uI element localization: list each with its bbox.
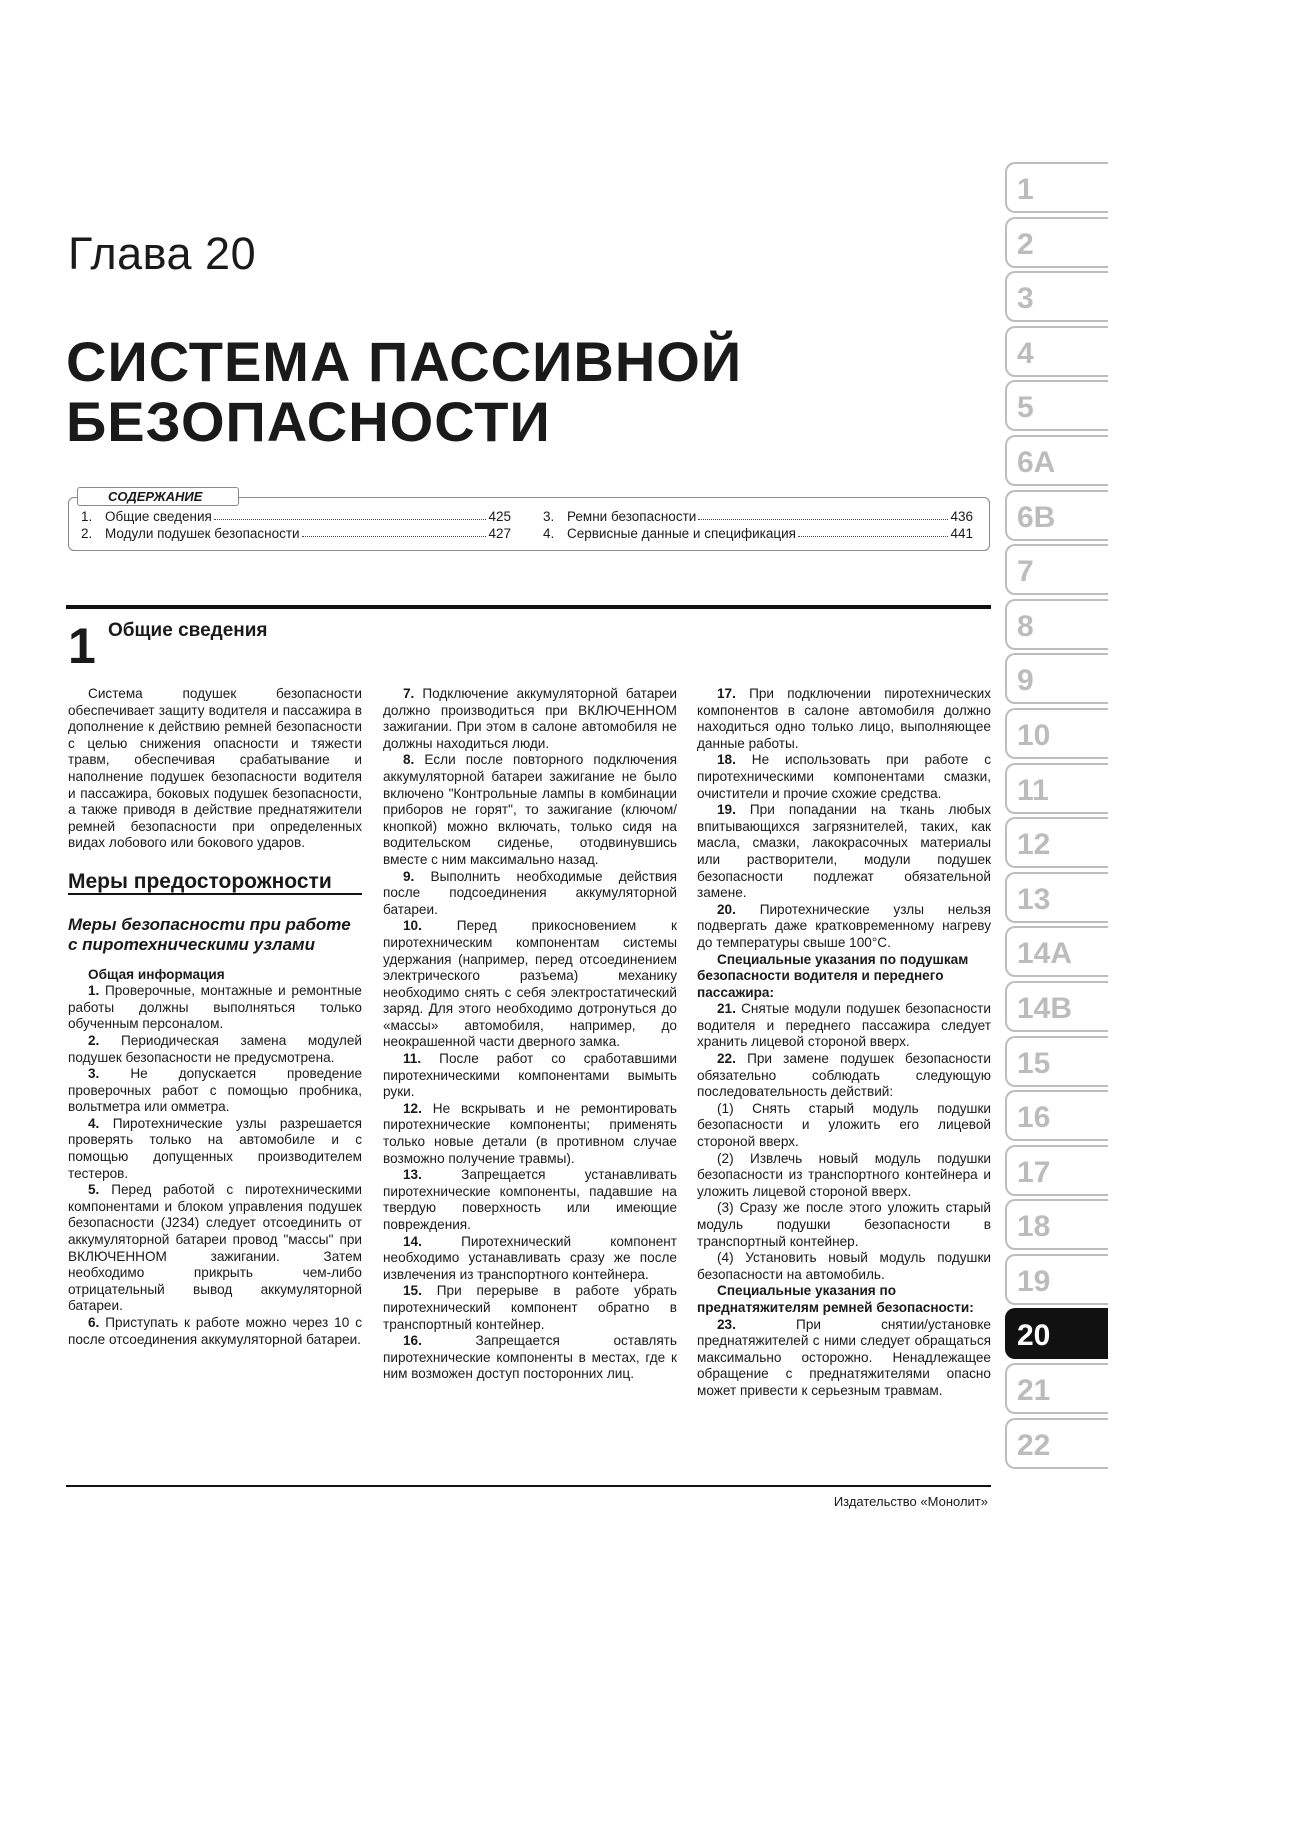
list-item: 18. Не использовать при работе с пиротехническими компонентами смазки, очистители и прочие схожие средства. [697, 752, 991, 801]
section-title: Общие сведения [108, 620, 268, 641]
list-item: 12. Не вскрывать и не ремонтировать пиротехнические компоненты; применять только новые детали (в противном случае возможно получение травмы). [383, 1100, 678, 1166]
section-divider [66, 605, 991, 609]
text-column-1 [68, 686, 362, 1348]
toc-item-page: 427 [488, 526, 511, 541]
chapter-tab-21[interactable]: 21 [1005, 1363, 1108, 1414]
toc-item-num: 4. [543, 526, 555, 541]
chapter-tab-2[interactable]: 2 [1005, 217, 1108, 268]
precautions-heading: Меры предосторожности [68, 874, 362, 895]
chapter-tab-16[interactable]: 16 [1005, 1090, 1108, 1141]
list-item: 1. Проверочные, монтажные и ремонтные работы должны выполняться только обученным персоналом. [68, 983, 362, 1032]
chapter-title-line2: БЕЗОПАСНОСТИ [66, 390, 551, 453]
chapter-tab-20[interactable]: 20 [1005, 1308, 1108, 1359]
chapter-tab-17[interactable]: 17 [1005, 1145, 1108, 1196]
step-item: (1) Снять старый модуль подушки безопасности и уложить его лицевой стороной вверх. [697, 1100, 991, 1150]
chapter-label: Глава 20 [68, 228, 257, 279]
chapter-tab-4[interactable]: 4 [1005, 326, 1108, 377]
chapter-tab-12[interactable]: 12 [1005, 817, 1108, 868]
text-column-2 [383, 686, 677, 1383]
publisher-footer: Издательство «Монолит» [833, 1494, 988, 1509]
chapter-tabs [1005, 162, 1108, 1472]
toc-item[interactable] [81, 509, 511, 524]
toc-item-title: Модули подушек безопасности [105, 526, 300, 541]
toc-header: СОДЕРЖАНИЕ [77, 487, 239, 506]
step-item: (4) Установить новый модуль подушки безопасности на автомобиль. [697, 1250, 991, 1282]
chapter-tab-15[interactable]: 15 [1005, 1036, 1108, 1087]
list-item: 20. Пиротехнические узлы нельзя подвергать даже кратковременному нагреву до температуры свыше 100°С. [697, 901, 991, 950]
pyro-safety-heading: Меры безопасности при работе с пиротехническими узлами [68, 914, 351, 954]
list-item: 3. Не допускается проведение проверочных работ с помощью пробника, вольтметра или омметра. [68, 1066, 363, 1115]
chapter-tab-3[interactable]: 3 [1005, 271, 1108, 322]
step-item: (2) Извлечь новый модуль подушки безопасности из транспортного контейнера и уложить лицевой стороной вверх. [697, 1150, 991, 1199]
list-item: 22. При замене подушек безопасности обязательно соблюдать следующую последовательность действий: [697, 1051, 991, 1100]
chapter-tab-10[interactable]: 10 [1005, 708, 1108, 759]
chapter-tab-8[interactable]: 8 [1005, 599, 1108, 650]
toc-item-num: 3. [543, 509, 555, 524]
list-item: 11. После работ со сработавшими пиротехническими компонентами вымыть руки. [383, 1051, 677, 1100]
toc-item-title: Общие сведения [105, 509, 212, 524]
list-item: 2. Периодическая замена модулей подушек безопасности не предусмотрена. [68, 1032, 363, 1065]
toc-item-page: 436 [950, 509, 973, 524]
footer-divider [66, 1485, 991, 1487]
table-of-contents [68, 489, 990, 551]
chapter-tab-11[interactable]: 11 [1005, 763, 1108, 814]
list-item: 21. Снятые модули подушек безопасности водителя и переднего пассажира следует хранить лицевой стороной вверх. [697, 1001, 991, 1050]
chapter-tab-22[interactable]: 22 [1005, 1418, 1108, 1469]
chapter-title [66, 332, 742, 452]
pretensioner-instructions-heading: Специальные указания по преднатяжителям ремней безопасности: [697, 1283, 974, 1315]
chapter-tab-9[interactable]: 9 [1005, 653, 1108, 704]
chapter-tab-14b[interactable]: 14B [1005, 981, 1108, 1032]
chapter-tab-19[interactable]: 19 [1005, 1254, 1108, 1305]
list-item: 10. Перед прикосновением к пиротехническим компонентам системы удержания (например, перед отсоединением электрического разъема) механику необходимо снять с себя электростатический заряд. Для этого необходимо дотронуться до «массы» автомобиля, например, до неокрашенной части дверного замка. [383, 918, 677, 1050]
list-item: 16. Запрещается оставлять пиротехнические компоненты в местах, где к ним возможен доступ посторонних лиц. [383, 1333, 677, 1382]
chapter-tab-5[interactable]: 5 [1005, 380, 1108, 431]
list-item: 9. Выполнить необходимые действия после подсоединения аккумуляторной батареи. [383, 868, 677, 917]
chapter-tab-7[interactable]: 7 [1005, 544, 1108, 595]
airbag-instructions-heading: Специальные указания по подушкам безопасности водителя и переднего пассажира: [697, 951, 969, 1000]
list-item: 17. При подключении пиротехнических компонентов в салоне автомобиля должно находиться одно только лицо, выполняющее данные работы. [697, 686, 991, 751]
list-item: 6. Приступать к работе можно через 10 с после отсоединения аккумуляторной батареи. [68, 1315, 362, 1347]
toc-item-title: Сервисные данные и спецификация [567, 526, 796, 541]
toc-item[interactable] [81, 526, 511, 541]
general-info-heading: Общая информация [88, 966, 225, 982]
toc-item-page: 425 [488, 509, 511, 524]
list-item: 4. Пиротехнические узлы разрешается проверять только на автомобиле и с помощью допущенных производителем тестеров. [68, 1115, 363, 1181]
list-item: 7. Подключение аккумуляторной батареи должно производиться при ВКЛЮЧЕННОМ зажигании. При этом в салоне автомобиля не должны находиться люди. [383, 686, 677, 751]
list-item: 5. Перед работой с пиротехническими компонентами и блоком управления подушек безопасности (J234) следует отсоединить от аккумуляторной батареи провод "массы" при ВКЛЮЧЕННОМ зажигании. Затем необходимо прикрыть чем-либо отрицательный вывод аккумуляторной батареи. [68, 1182, 362, 1314]
list-item: 15. При перерыве в работе убрать пиротехнический компонент обратно в транспортный контейнер. [383, 1283, 677, 1332]
list-item: 8. Если после повторного подключения аккумуляторной батареи зажигание не было включено "Контрольные лампы в комбинации приборов не горят", то зажигание (ключом/кнопкой) можно включать, только сидя на водительском сиденье, отодвинувшись вместе с ним максимально назад. [383, 752, 677, 867]
toc-item[interactable] [543, 509, 973, 524]
toc-item-title: Ремни безопасности [567, 509, 697, 524]
step-item: (3) Сразу же после этого уложить старый модуль подушки безопасности в транспортный контейнер. [697, 1200, 991, 1249]
list-item: 13. Запрещается устанавливать пиротехнические компоненты, падавшие на твердую поверхность или имеющие повреждения. [383, 1167, 677, 1232]
toc-item-num: 1. [81, 509, 93, 524]
chapter-tab-18[interactable]: 18 [1005, 1199, 1108, 1250]
chapter-tab-6b[interactable]: 6B [1005, 490, 1108, 541]
chapter-title-line1: СИСТЕМА ПАССИВНОЙ [66, 330, 743, 393]
toc-item[interactable] [543, 526, 973, 541]
toc-item-num: 2. [81, 526, 93, 541]
chapter-tab-6a[interactable]: 6A [1005, 435, 1108, 486]
intro-paragraph: Система подушек безопасности обеспечивает защиту водителя и пассажира в дополнение к действию ремней безопасности с целью снижения опасности и тяжести травм, обеспечивая срабатывание и наполнение подушек безопасности водителя и пассажира, боковых подушек безопасности, а также приводя в действие преднатяжители ремней безопасности при определенных видах лобового или бокового ударов. [68, 686, 362, 851]
list-item: 14. Пиротехнический компонент необходимо устанавливать сразу же после извлечения из транспортного контейнера. [383, 1233, 677, 1282]
chapter-tab-1[interactable]: 1 [1005, 162, 1108, 213]
chapter-tab-14a[interactable]: 14A [1005, 926, 1108, 977]
toc-item-page: 441 [950, 526, 973, 541]
text-column-3 [697, 686, 991, 1400]
list-item: 19. При попадании на ткань любых впитывающихся загрязнителей, таких, как масла, смазки, лакокрасочных материалы или растворители, модули подушек безопасности подлежат обязательной замене. [697, 802, 991, 901]
list-item: 23. При снятии/установке преднатяжителей с ними следует обращаться максимально осторожно. Ненадлежащее обращение с преднатяжителями опасно может привести к серьезным травмам. [697, 1316, 991, 1398]
section-number: 1 [68, 618, 96, 674]
chapter-tab-13[interactable]: 13 [1005, 872, 1108, 923]
